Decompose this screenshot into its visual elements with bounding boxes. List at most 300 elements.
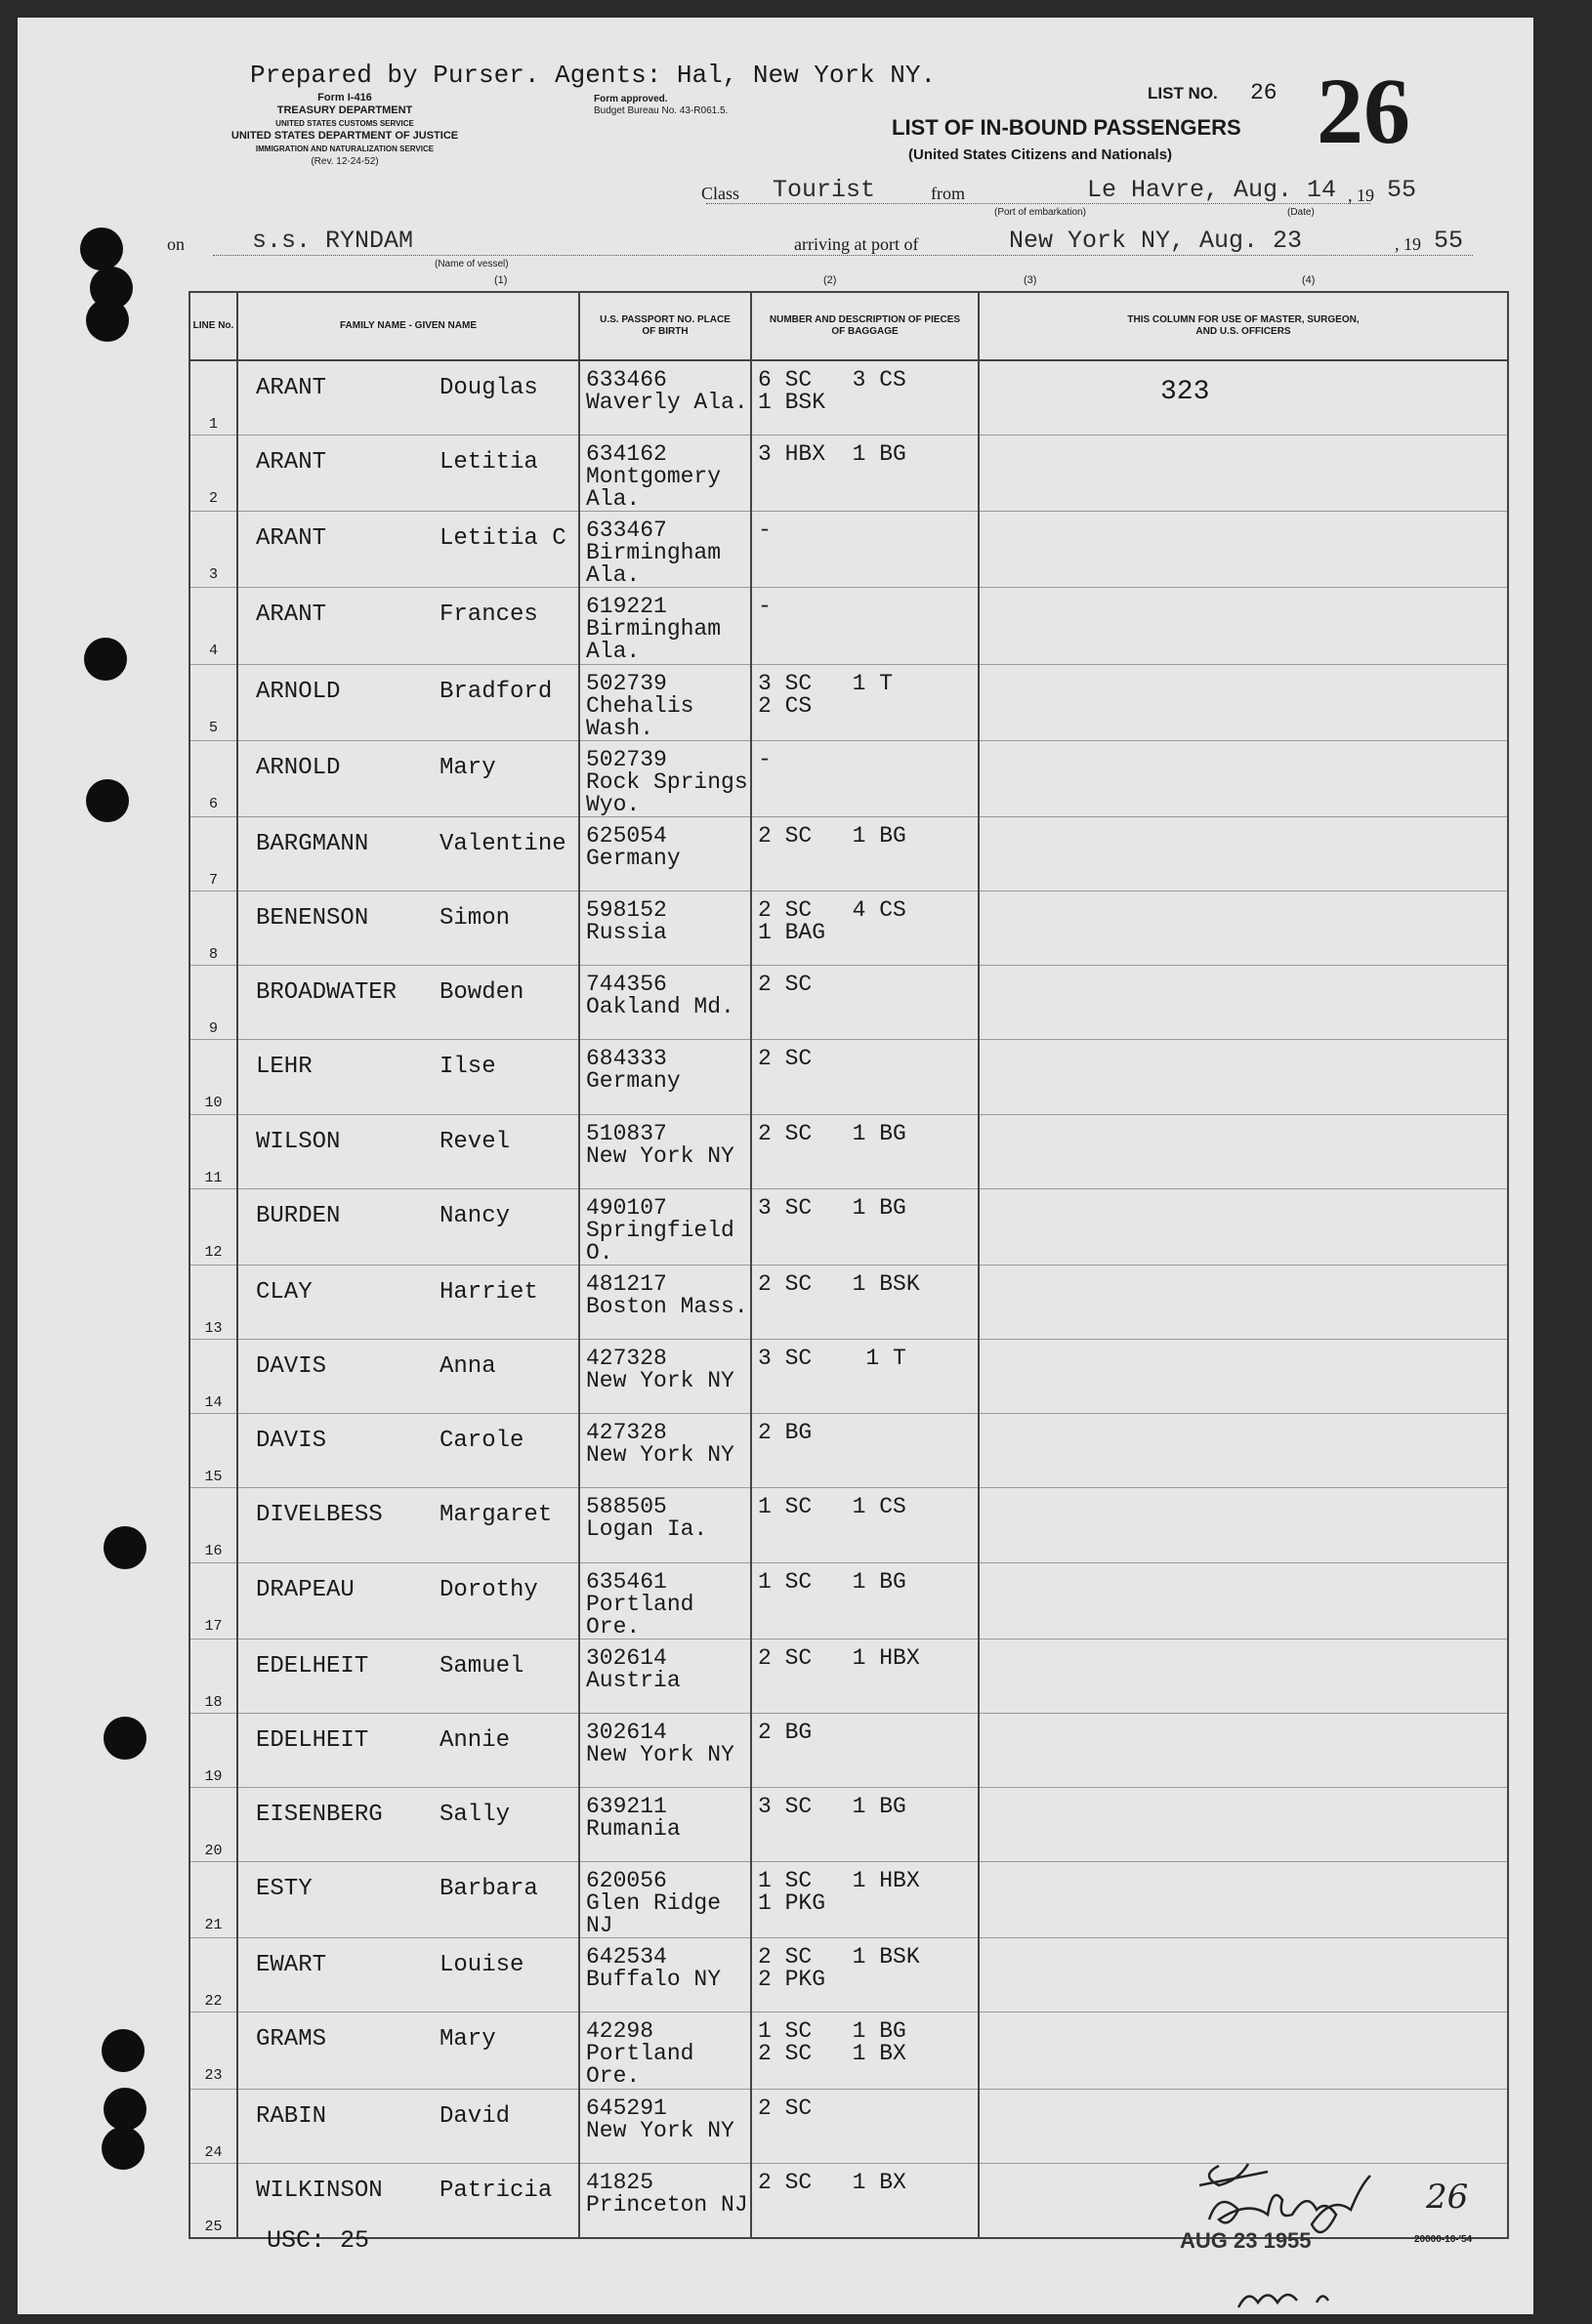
port-embark-note: (Port of embarkation): [994, 207, 1086, 218]
name-cell: [237, 512, 579, 588]
passport-number: 619221: [586, 594, 667, 619]
officer-note: [980, 1714, 1507, 1729]
officer-note: [980, 1414, 1507, 1430]
passport-cell: [579, 1414, 751, 1488]
passport-number: 427328: [586, 1346, 667, 1371]
passport-number: 42298: [586, 2018, 654, 2044]
family-name: EDELHEIT: [256, 1652, 369, 1680]
officer-cell: [979, 740, 1508, 816]
baggage-description: 2 SC 1 BG: [758, 822, 906, 849]
line-number-cell: [189, 1562, 237, 1639]
officer-cell: [979, 664, 1508, 740]
family-name: EDELHEIT: [256, 1726, 369, 1754]
officer-note: [980, 512, 1507, 527]
family-name: DIVELBESS: [256, 1502, 383, 1529]
name-cell: [237, 1265, 579, 1339]
line-number-cell: [189, 664, 237, 740]
name-cell: [237, 966, 579, 1040]
name-cell: [237, 1639, 579, 1713]
name-cell: [237, 1938, 579, 2013]
line-number-cell: [189, 360, 237, 436]
place-of-birth: Chehalis Wash.: [586, 694, 694, 740]
line-number-cell: [189, 1639, 237, 1713]
given-name: Carole: [440, 1428, 524, 1455]
ins-service: IMMIGRATION AND NATURALIZATION SERVICE: [255, 145, 435, 153]
given-name: Mary: [440, 754, 496, 781]
baggage-cell: [751, 664, 979, 740]
baggage-cell: [751, 1414, 979, 1488]
line-number: 17: [204, 1617, 223, 1635]
name-cell: [237, 1040, 579, 1114]
col-header-passport: U.S. PASSPORT NO. PLACE OF BIRTH: [579, 292, 751, 360]
passenger-row: [189, 664, 1508, 740]
passport-cell: [579, 1639, 751, 1713]
line-number: 7: [208, 871, 218, 889]
passport-number: 744356: [586, 972, 667, 997]
family-name: ESTY: [256, 1876, 313, 1903]
class-value: Tourist: [773, 176, 876, 204]
passport-number: 633466: [586, 367, 667, 392]
given-name: Revel: [440, 1128, 511, 1155]
officer-note: [980, 436, 1507, 451]
binder-hole: [104, 1526, 147, 1569]
baggage-cell: [751, 816, 979, 891]
line-number: 15: [204, 1469, 223, 1486]
name-cell: [237, 360, 579, 436]
officer-cell: [979, 1862, 1508, 1938]
passport-cell: [579, 588, 751, 664]
officer-cell: [979, 1713, 1508, 1787]
given-name: Harriet: [440, 1278, 538, 1306]
passenger-row: [189, 1340, 1508, 1414]
passenger-row: [189, 740, 1508, 816]
baggage-description: 1 SC 1 BG: [758, 1568, 906, 1595]
list-no-typed: 26: [1250, 80, 1278, 105]
family-name: BROADWATER: [256, 979, 398, 1007]
given-name: Bowden: [440, 979, 524, 1007]
line-number: 6: [208, 795, 218, 812]
family-name: EWART: [256, 1952, 327, 1979]
col-index-2: (2): [823, 274, 837, 286]
place-of-birth: Oakland Md.: [586, 996, 734, 1019]
passenger-row: [189, 1188, 1508, 1265]
baggage-cell: [751, 1938, 979, 2013]
line-number-cell: [189, 436, 237, 512]
line-number: 1: [208, 416, 218, 433]
passenger-row: [189, 1713, 1508, 1787]
arriving-label: arriving at port of: [794, 234, 919, 254]
passenger-row: [189, 512, 1508, 588]
form-block: [149, 92, 540, 168]
family-name: ARANT: [256, 525, 327, 553]
place-of-birth: New York NY: [586, 1743, 734, 1766]
list-no-label: LIST NO.: [1148, 84, 1218, 103]
officer-cell: [979, 1488, 1508, 1562]
passport-cell: [579, 1562, 751, 1639]
passport-cell: [579, 1787, 751, 1861]
given-name: Barbara: [440, 1876, 538, 1903]
officer-cell: [979, 1787, 1508, 1861]
place-of-birth: Portland Ore.: [586, 1593, 694, 1639]
line-number: 9: [208, 1020, 218, 1038]
officer-cell: [979, 1562, 1508, 1639]
baggage-cell: [751, 1114, 979, 1188]
officer-note: [980, 1639, 1507, 1655]
binder-hole: [86, 299, 129, 342]
baggage-description: 2 SC: [758, 2095, 813, 2121]
line-number: 16: [204, 1543, 223, 1560]
given-name: Letitia C: [440, 525, 566, 553]
name-cell: [237, 664, 579, 740]
passenger-row: [189, 2013, 1508, 2089]
officer-cell: [979, 436, 1508, 512]
baggage-cell: [751, 1040, 979, 1114]
passport-cell: [579, 740, 751, 816]
embarkation-value: Le Havre, Aug. 14: [1087, 176, 1337, 204]
baggage-cell: [751, 1488, 979, 1562]
baggage-description: -: [758, 518, 772, 544]
name-cell: [237, 436, 579, 512]
passport-cell: [579, 512, 751, 588]
line-number: 10: [204, 1095, 223, 1112]
baggage-description: 2 SC 1 BSK: [758, 1270, 920, 1297]
officer-cell: [979, 1114, 1508, 1188]
passport-cell: [579, 436, 751, 512]
line-number-cell: [189, 1713, 237, 1787]
binder-hole: [86, 779, 129, 822]
col-header-officers: THIS COLUMN FOR USE OF MASTER, SURGEON, AND U.S. OFFICERS: [979, 292, 1508, 360]
from-label: from: [931, 184, 965, 203]
inspector-signature: [1180, 2127, 1434, 2322]
passport-cell: [579, 816, 751, 891]
customs-service: UNITED STATES CUSTOMS SERVICE: [275, 119, 414, 128]
passport-number: 588505: [586, 1494, 667, 1519]
family-name: BARGMANN: [256, 830, 369, 857]
family-name: EISENBERG: [256, 1801, 383, 1828]
document-page: [18, 18, 1533, 2314]
family-name: ARANT: [256, 449, 327, 477]
line-number: 4: [208, 643, 218, 660]
passport-cell: [579, 1188, 751, 1265]
line-number: 22: [204, 1993, 223, 2011]
line-number-cell: [189, 1414, 237, 1488]
family-name: ARANT: [256, 602, 327, 629]
line-number: 11: [204, 1169, 223, 1186]
passenger-row: [189, 816, 1508, 891]
passport-number: 635461: [586, 1568, 667, 1594]
place-of-birth: Rumania: [586, 1817, 681, 1841]
year-1: 55: [1387, 176, 1417, 204]
line-number: 18: [204, 1693, 223, 1711]
passport-number: 633467: [586, 518, 667, 543]
given-name: David: [440, 2102, 511, 2130]
family-name: WILKINSON: [256, 2177, 383, 2204]
print-code: 20000-10-'54: [1414, 2234, 1473, 2245]
line-number: 3: [208, 566, 218, 584]
family-name: GRAMS: [256, 2026, 327, 2054]
baggage-cell: [751, 2089, 979, 2163]
family-name: BURDEN: [256, 1202, 341, 1229]
passport-number: 302614: [586, 1644, 667, 1670]
line-number: 24: [204, 2143, 223, 2161]
year-prefix-1: , 19: [1348, 186, 1374, 205]
name-cell: [237, 1862, 579, 1938]
line-number-cell: [189, 1340, 237, 1414]
passport-number: 41825: [586, 2169, 654, 2194]
baggage-cell: [751, 1562, 979, 1639]
officer-note: [980, 1563, 1507, 1579]
binder-hole: [104, 1717, 147, 1760]
passport-number: 620056: [586, 1868, 667, 1893]
baggage-cell: [751, 1265, 979, 1339]
passport-number: 510837: [586, 1120, 667, 1145]
baggage-description: 2 SC: [758, 972, 813, 998]
name-cell: [237, 1562, 579, 1639]
passenger-row: [189, 436, 1508, 512]
place-of-birth: New York NY: [586, 1444, 734, 1468]
officer-note: [980, 1938, 1507, 1954]
officer-note: [980, 2090, 1507, 2105]
binder-hole: [102, 2127, 145, 2170]
name-cell: [237, 1787, 579, 1861]
place-of-birth: Montgomery Ala.: [586, 466, 722, 512]
passport-number: 302614: [586, 1719, 667, 1744]
name-cell: [237, 1414, 579, 1488]
family-name: ARANT: [256, 375, 327, 401]
passport-cell: [579, 2089, 751, 2163]
family-name: WILSON: [256, 1128, 341, 1155]
passport-cell: [579, 1938, 751, 2013]
passenger-row: [189, 1787, 1508, 1861]
line-number: 13: [204, 1319, 223, 1337]
line-number-cell: [189, 1488, 237, 1562]
baggage-cell: [751, 2163, 979, 2238]
passport-cell: [579, 2163, 751, 2238]
family-name: DRAPEAU: [256, 1576, 355, 1603]
line-number: 12: [204, 1243, 223, 1261]
line-number-cell: [189, 1787, 237, 1861]
name-cell: [237, 1340, 579, 1414]
form-title: LIST OF IN-BOUND PASSENGERS: [892, 115, 1241, 140]
year-prefix-2: , 19: [1395, 234, 1421, 254]
place-of-birth: Germany: [586, 1070, 681, 1094]
given-name: Ilse: [440, 1054, 496, 1081]
baggage-description: 2 SC 1 HBX: [758, 1644, 920, 1671]
baggage-description: 3 SC 1 T 2 CS: [758, 670, 894, 719]
given-name: Letitia: [440, 449, 538, 477]
line-number-cell: [189, 512, 237, 588]
passenger-row: [189, 1265, 1508, 1339]
passenger-row: [189, 1639, 1508, 1713]
binder-hole: [104, 2088, 147, 2131]
passenger-row: [189, 1938, 1508, 2013]
officer-note: [980, 1189, 1507, 1205]
given-name: Sally: [440, 1801, 511, 1828]
baggage-cell: [751, 360, 979, 436]
passenger-row: [189, 892, 1508, 966]
family-name: RABIN: [256, 2102, 327, 2130]
passport-cell: [579, 1862, 751, 1938]
binder-hole: [84, 638, 127, 681]
officer-cell: [979, 1414, 1508, 1488]
place-of-birth: New York NY: [586, 1370, 734, 1393]
officer-cell: [979, 1040, 1508, 1114]
baggage-cell: [751, 2013, 979, 2089]
baggage-description: 3 HBX 1 BG: [758, 441, 906, 468]
place-of-birth: Princeton NJ: [586, 2193, 748, 2217]
line-number-cell: [189, 1938, 237, 2013]
line-number: 19: [204, 1767, 223, 1785]
passport-number: 481217: [586, 1270, 667, 1296]
line-number-cell: [189, 2089, 237, 2163]
officer-note: [980, 1040, 1507, 1056]
line-number: 20: [204, 1842, 223, 1859]
passenger-row: [189, 1040, 1508, 1114]
passport-cell: [579, 664, 751, 740]
place-of-birth: Austria: [586, 1669, 681, 1692]
place-of-birth: New York NY: [586, 2119, 734, 2142]
officer-cell: [979, 966, 1508, 1040]
baggage-cell: [751, 1340, 979, 1414]
baggage-description: 3 SC 1 BG: [758, 1793, 906, 1819]
baggage-description: 2 SC 1 BG: [758, 1120, 906, 1146]
vessel-note: (Name of vessel): [435, 259, 509, 270]
passport-cell: [579, 1265, 751, 1339]
line-number-cell: [189, 816, 237, 891]
given-name: Louise: [440, 1952, 524, 1979]
baggage-description: 6 SC 3 CS 1 BSK: [758, 367, 906, 415]
name-cell: [237, 2089, 579, 2163]
officer-cell: [979, 1265, 1508, 1339]
binder-hole: [102, 2029, 145, 2072]
officer-note: [980, 741, 1507, 757]
revision-date: (Rev. 12-24-52): [311, 156, 379, 167]
given-name: Bradford: [440, 678, 553, 705]
form-subtitle: (United States Citizens and Nationals): [908, 146, 1173, 163]
passenger-row: [189, 360, 1508, 436]
line-number: 23: [204, 2067, 223, 2085]
line-number-cell: [189, 2013, 237, 2089]
officer-note: [980, 892, 1507, 907]
baggage-description: -: [758, 594, 772, 620]
passport-number: 642534: [586, 1944, 667, 1970]
col-header-line: LINE No.: [189, 292, 237, 360]
place-of-birth: Germany: [586, 847, 681, 870]
arrival-stamp: AUG 23 1955: [1180, 2228, 1312, 2253]
officer-cell: [979, 1340, 1508, 1414]
passport-cell: [579, 2013, 751, 2089]
passport-cell: [579, 1340, 751, 1414]
place-of-birth: Birmingham Ala.: [586, 618, 722, 664]
passport-cell: [579, 966, 751, 1040]
class-label: Class: [701, 184, 740, 203]
line-number: 14: [204, 1394, 223, 1412]
baggage-cell: [751, 1713, 979, 1787]
line-number: 8: [208, 946, 218, 964]
line-number: 21: [204, 1917, 223, 1934]
place-of-birth: Waverly Ala.: [586, 392, 748, 414]
baggage-description: 2 SC: [758, 1046, 813, 1072]
baggage-description: 3 SC 1 BG: [758, 1194, 906, 1221]
baggage-description: 1 SC 1 BG 2 SC 1 BX: [758, 2018, 906, 2067]
name-cell: [237, 1188, 579, 1265]
officer-note: 323: [1160, 377, 1210, 407]
baggage-cell: [751, 512, 979, 588]
passport-cell: [579, 1040, 751, 1114]
place-of-birth: Glen Ridge NJ: [586, 1892, 722, 1938]
passport-cell: [579, 360, 751, 436]
given-name: Valentine: [440, 830, 566, 857]
passenger-row: [189, 1414, 1508, 1488]
baggage-cell: [751, 1787, 979, 1861]
place-of-birth: Boston Mass.: [586, 1295, 748, 1318]
officer-note: [980, 1115, 1507, 1131]
given-name: Nancy: [440, 1202, 511, 1229]
given-name: Simon: [440, 905, 511, 933]
name-cell: [237, 1713, 579, 1787]
name-cell: [237, 1488, 579, 1562]
handwritten-count: 26: [1426, 2178, 1469, 2217]
baggage-description: 2 SC 1 BSK 2 PKG: [758, 1944, 920, 1993]
dotted-rule: [706, 203, 1370, 204]
baggage-cell: [751, 436, 979, 512]
line-number-cell: [189, 1862, 237, 1938]
baggage-description: 1 SC 1 CS: [758, 1494, 906, 1520]
officer-cell: [979, 816, 1508, 891]
baggage-description: 3 SC 1 T: [758, 1346, 906, 1372]
treasury-department: TREASURY DEPARTMENT: [276, 104, 413, 116]
vessel-name: s.s. RYNDAM: [252, 227, 414, 255]
name-cell: [237, 892, 579, 966]
officer-note: [980, 1340, 1507, 1355]
col-index-1: (1): [494, 274, 508, 286]
passenger-table: [189, 291, 1509, 2239]
budget-bureau: Budget Bureau No. 43-R061.5.: [594, 105, 729, 116]
given-name: Mary: [440, 2026, 496, 2054]
officer-note: [980, 2013, 1507, 2028]
table-header-row: [189, 292, 1508, 360]
name-cell: [237, 1114, 579, 1188]
officer-note: [980, 665, 1507, 681]
justice-department: UNITED STATES DEPARTMENT OF JUSTICE: [230, 130, 459, 142]
name-cell: [237, 588, 579, 664]
form-approved: Form approved.: [594, 94, 668, 104]
place-of-birth: Buffalo NY: [586, 1969, 722, 1992]
place-of-birth: Rock Springs Wyo.: [586, 770, 748, 816]
baggage-cell: [751, 740, 979, 816]
given-name: Anna: [440, 1353, 496, 1381]
col-header-name: FAMILY NAME - GIVEN NAME: [237, 292, 579, 360]
passenger-row: [189, 1114, 1508, 1188]
line-number-cell: [189, 740, 237, 816]
year-2: 55: [1434, 227, 1464, 255]
approval-block: [594, 94, 728, 117]
officer-cell: [979, 1938, 1508, 2013]
baggage-cell: [751, 1188, 979, 1265]
officer-cell: [979, 1188, 1508, 1265]
passport-number: 490107: [586, 1194, 667, 1220]
line-number-cell: [189, 1265, 237, 1339]
officer-cell: [979, 588, 1508, 664]
officer-cell: [979, 2013, 1508, 2089]
given-name: Patricia: [440, 2177, 553, 2204]
officer-note: [980, 1862, 1507, 1878]
name-cell: [237, 816, 579, 891]
place-of-birth: Portland Ore.: [586, 2043, 694, 2089]
family-name: BENENSON: [256, 905, 369, 933]
line-number: 2: [208, 490, 218, 508]
officer-note: [980, 1488, 1507, 1504]
